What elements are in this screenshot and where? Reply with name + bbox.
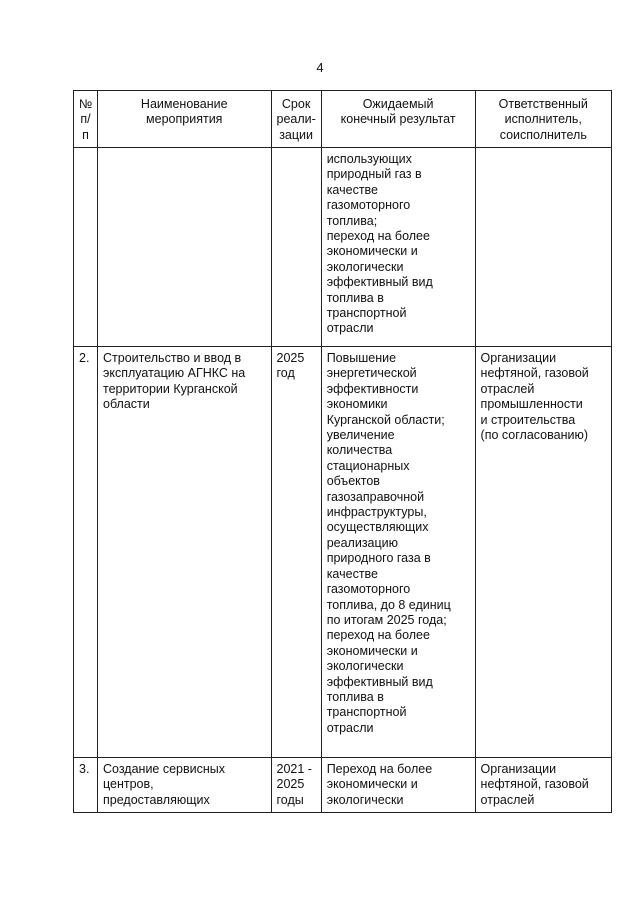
cell-executor [475, 148, 611, 347]
cell-expected-result: Повышение энергетической эффективности экономики Курганской области; увеличение количества стационарных объектов газозаправочной инфраструктуры, осуществляющих реализацию природного газа в качестве газомоторного топлива, до 8 единиц по итогам 2025 года; переход на более экономически и экологически эффективный вид топлива в транспортной отрасли [321, 347, 475, 758]
header-expected-result: Ожидаемый конечный результат [321, 91, 475, 148]
cell-number: 2. [74, 347, 98, 758]
cell-executor: Организации нефтяной, газовой отраслей [475, 758, 611, 813]
cell-term [271, 148, 321, 347]
cell-term: 2025 год [271, 347, 321, 758]
header-implementation-term: Срок реали- зации [271, 91, 321, 148]
cell-executor: Организации нефтяной, газовой отраслей промышленности и строительства (по согласованию) [475, 347, 611, 758]
table-row [74, 347, 612, 758]
cell-activity-name: Строительство и ввод в эксплуатацию АГНКС на территории Курганской области [98, 347, 272, 758]
cell-expected-result: Переход на более экономически и экологически [321, 758, 475, 813]
table-row [74, 148, 612, 347]
page-number: 4 [316, 60, 324, 75]
cell-number [74, 148, 98, 347]
cell-number: 3. [74, 758, 98, 813]
header-responsible-executor: Ответственный исполнитель, соисполнитель [475, 91, 611, 148]
table-header-row [74, 91, 612, 148]
table-row [74, 758, 612, 813]
cell-term: 2021 - 2025 годы [271, 758, 321, 813]
cell-expected-result: использующих природный газ в качестве газомоторного топлива; переход на более экономически и экологически эффективный вид топлива в транспортной отрасли [321, 148, 475, 347]
header-number: № п/п [74, 91, 98, 148]
activities-table [73, 90, 612, 813]
cell-activity-name: Создание сервисных центров, предоставляющих [98, 758, 272, 813]
cell-activity-name [98, 148, 272, 347]
header-activity-name: Наименование мероприятия [98, 91, 272, 148]
